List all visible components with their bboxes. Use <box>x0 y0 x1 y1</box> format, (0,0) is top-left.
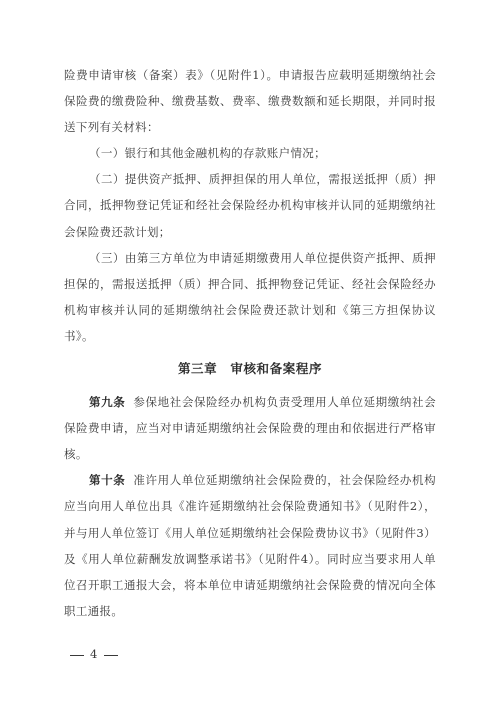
footer-dash-left <box>70 655 84 656</box>
page-footer <box>64 646 124 662</box>
paragraph-item-1: （一）银行和其他金融机构的存款账户情况； <box>89 146 326 161</box>
article-9-label: 第九条 <box>89 395 126 410</box>
page-number: 4 <box>90 647 98 661</box>
chapter-heading: 第三章 审核和备案程序 <box>177 361 323 377</box>
paragraph-item-2: （二）提供资产抵押、质押担保的用人单位，需报送抵押（质）押合同，抵押物登记凭证和经社会保险经办机构审核并认同的延期缴纳社会保险费还款计划； <box>64 172 436 239</box>
paragraph-item-3: （三）由第三方单位为申请延期缴费用人单位提供资产抵押、质押担保的，需报送抵押（质）押合同、抵押物登记凭证、经社会保险经办机构审核并认同的延期缴纳社会保险费还款计划和《第三方担保协议书》。 <box>64 250 436 343</box>
footer-dash-right <box>104 655 118 656</box>
paragraph-application-report: 险费申请审核（备案）表》（见附件1）。申请报告应载明延期缴纳社会保险费的缴费险种、缴费基数、费率、缴费数额和延长期限，并同时报送下列有关材料： <box>64 68 436 135</box>
article-10-label: 第十条 <box>89 473 126 488</box>
article-10-text: 准许用人单位延期缴纳社会保险费的，社会保险经办机构应当向用人单位出具《准许延期缴纳社会保险费通知书》（见附件2），并与用人单位签订《用人单位延期缴纳社会保险费协议书》（见附件3）及《用人单位薪酬发放调整承诺书》（见附件4）。同时应当要求用人单位召开职工通报大会，将本单位申请延期缴纳社会保险费的情况向全体职工通报。 <box>64 473 436 618</box>
body-text <box>64 62 436 624</box>
article-10 <box>64 467 436 624</box>
article-9-text: 参保地社会保险经办机构负责受理用人单位延期缴纳社会保险费申请，应当对申请延期缴纳社会保险费的理由和依据进行严格审核。 <box>64 395 436 462</box>
article-9 <box>64 389 436 467</box>
